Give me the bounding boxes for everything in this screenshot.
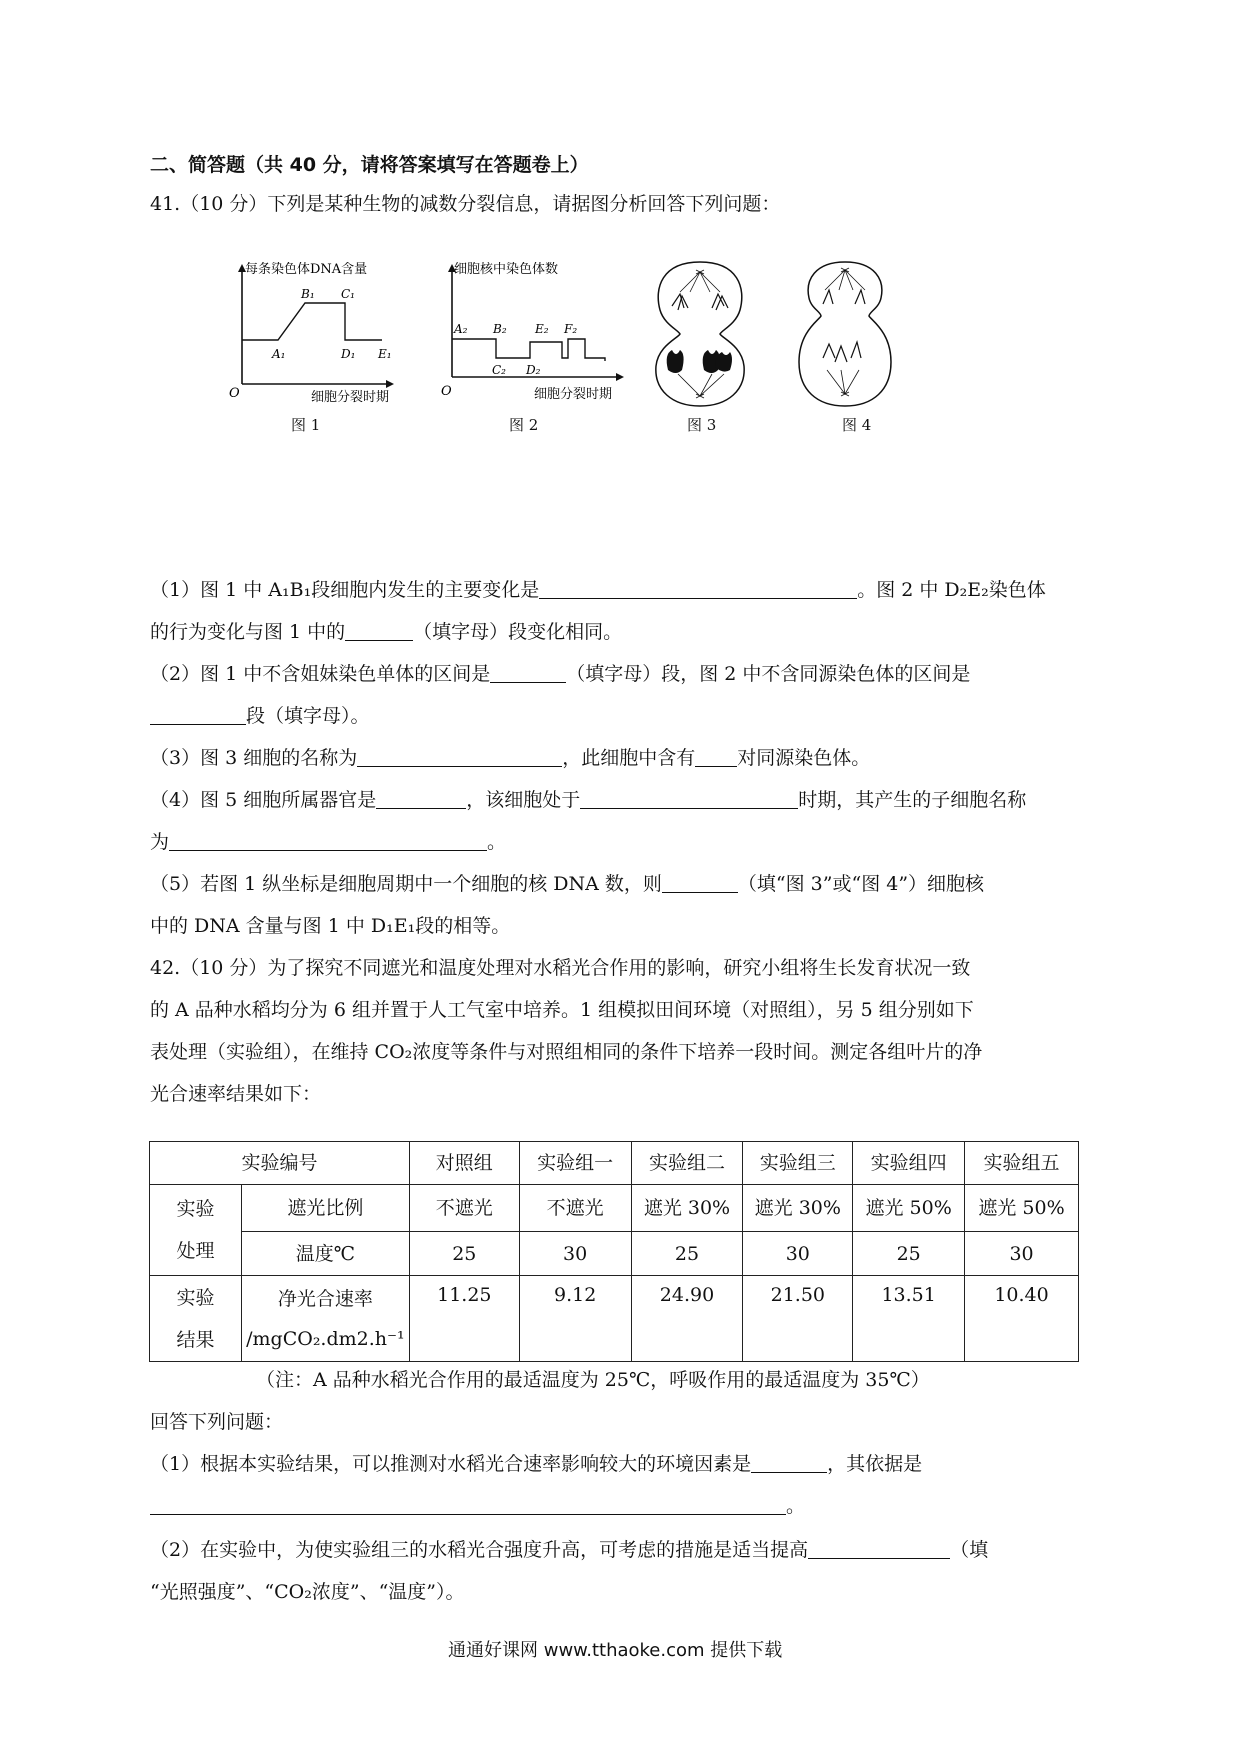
q42-intro-line2: 的 A 品种水稻均分为 6 组并置于人工气室中培养。1 组模拟田间环境（对照组），另 5 组分别如下	[150, 999, 974, 1021]
q41-part4-text-e: 。	[487, 831, 507, 853]
q41-part3-text-c: 对同源染色体。	[737, 747, 871, 769]
table-cell: 30	[743, 1232, 853, 1276]
table-cell: 21.50	[743, 1276, 853, 1362]
figure-4-cell	[795, 258, 895, 410]
q42-part1-line2	[150, 1494, 805, 1518]
q42-part2-text-a: （2）在实验中，为使实验组三的水稻光合强度升高，可考虑的措施是适当提高	[150, 1539, 809, 1561]
table-cell: 不遮光	[519, 1185, 631, 1232]
table-note: （注：A 品种水稻光合作用的最适温度为 25℃，呼吸作用的最适温度为 35℃）	[256, 1369, 930, 1391]
q41-part4-text-d: 为	[150, 831, 170, 853]
table-cell	[241, 1276, 409, 1362]
table-row	[150, 1142, 1079, 1185]
q41-part1-line2	[150, 620, 622, 644]
figure-1-point: A₁	[272, 347, 286, 361]
table-row	[150, 1276, 1079, 1362]
q41-part5-text-b: （填“图 3”或“图 4”）细胞核	[737, 873, 985, 895]
figure-2-point: D₂	[526, 363, 541, 377]
q41-part5-line2	[150, 914, 510, 938]
answer-blank[interactable]	[345, 620, 413, 641]
table-row	[150, 1232, 1079, 1276]
figure-2-xlabel: 细胞分裂时期	[534, 387, 613, 402]
figure-1-point: B₁	[301, 287, 315, 301]
q41-intro: 41.（10 分）下列是某种生物的减数分裂信息，请据图分析回答下列问题：	[150, 193, 781, 215]
figure-2-point: A₂	[454, 322, 468, 336]
q41-part3	[150, 746, 870, 770]
figure-3-caption: 图 3	[687, 416, 717, 434]
q41-part3-text-b: ，此细胞中含有	[562, 747, 696, 769]
figure-2-point: C₂	[492, 363, 506, 377]
table-cell: 遮光 30%	[743, 1185, 853, 1232]
table-cell: 遮光比例	[241, 1185, 409, 1232]
table-cell: 不遮光	[409, 1185, 519, 1232]
q41-part2-text-a: （2）图 1 中不含姐妹染色单体的区间是	[150, 663, 491, 685]
figure-1-graph	[225, 262, 405, 407]
q41-part1-text-a: （1）图 1 中 A₁B₁段细胞内发生的主要变化是	[150, 579, 540, 601]
answer-blank[interactable]	[662, 872, 738, 893]
figure-1	[225, 262, 405, 407]
answer-blank[interactable]	[150, 1494, 786, 1515]
figure-2-graph	[440, 262, 630, 407]
q41-part2-line2	[150, 704, 370, 728]
figure-2-ylabel: 细胞核中染色体数	[454, 262, 559, 277]
figure-1-xlabel: 细胞分裂时期	[311, 390, 390, 405]
q41-part2-text-c: 段（填字母）。	[246, 705, 370, 727]
q41-part5-line1	[150, 872, 984, 896]
rate-label-line2: /mgCO₂.dm2.h⁻¹	[246, 1327, 405, 1350]
answer-blank[interactable]	[695, 746, 737, 767]
q41-part5-text-c: 中的 DNA 含量与图 1 中 D₁E₁段的相等。	[150, 915, 511, 937]
q41-part4-line2	[150, 830, 506, 854]
answer-blank[interactable]	[539, 578, 857, 599]
q42-part2-text-c: “光照强度”、“CO₂浓度”、“温度”）。	[150, 1581, 465, 1603]
answer-blank[interactable]	[580, 788, 798, 809]
figure-2-point: F₂	[564, 322, 578, 336]
q42-part2-text-b: （填	[950, 1539, 989, 1561]
q42-part2-line2	[150, 1580, 465, 1604]
figure-1-point: D₁	[341, 347, 356, 361]
page-footer: 通通好课网 www.tthaoke.com 提供下载	[448, 1640, 783, 1661]
table-header-cell: 实验组三	[743, 1142, 853, 1185]
q42-answer-intro: 回答下列问题：	[150, 1411, 284, 1433]
table-cell: 9.12	[519, 1276, 631, 1362]
q41-part1-text-b: 。图 2 中 D₂E₂染色体	[857, 579, 1046, 601]
table-row-header: 实验处理	[150, 1185, 242, 1276]
q41-part4-text-b: ，该细胞处于	[466, 789, 581, 811]
answer-blank[interactable]	[150, 704, 246, 725]
table-cell: 25	[409, 1232, 519, 1276]
section-title: 二、简答题（共 40 分，请将答案填写在答题卷上）	[150, 154, 589, 176]
figure-3	[650, 258, 750, 410]
figure-1-ylabel: 每条染色体DNA含量	[245, 262, 368, 277]
answer-blank[interactable]	[357, 746, 562, 767]
answer-blank[interactable]	[490, 662, 566, 683]
figure-4	[795, 258, 895, 410]
figure-4-caption: 图 4	[842, 416, 872, 434]
answer-blank[interactable]	[169, 830, 487, 851]
q42-part2-line1	[150, 1538, 988, 1562]
figure-3-cell	[650, 258, 750, 410]
figure-2-caption: 图 2	[509, 416, 539, 434]
table-cell: 25	[631, 1232, 743, 1276]
table-cell: 温度℃	[241, 1232, 409, 1276]
q42-intro-line3: 表处理（实验组），在维持 CO₂浓度等条件与对照组相同的条件下培养一段时间。测定各组叶片的净	[150, 1041, 983, 1063]
q41-part3-text-a: （3）图 3 细胞的名称为	[150, 747, 358, 769]
table-header-cell: 实验组四	[853, 1142, 965, 1185]
table-cell: 25	[853, 1232, 965, 1276]
q42-part1-line1	[150, 1452, 922, 1476]
table-cell: 遮光 50%	[853, 1185, 965, 1232]
q41-part4-text-c: 时期，其产生的子细胞名称	[798, 789, 1027, 811]
answer-blank[interactable]	[376, 788, 466, 809]
q41-part1-text-d: （填字母）段变化相同。	[413, 621, 623, 643]
figure-1-point: C₁	[341, 287, 355, 301]
table-cell: 11.25	[409, 1276, 519, 1362]
figure-2-origin: O	[441, 384, 452, 399]
q41-part1-text-c: 的行为变化与图 1 中的	[150, 621, 346, 643]
q41-part4-text-a: （4）图 5 细胞所属器官是	[150, 789, 377, 811]
experiment-table	[149, 1141, 1079, 1362]
answer-blank[interactable]	[751, 1452, 827, 1473]
q42-part1-text-a: （1）根据本实验结果，可以推测对水稻光合速率影响较大的环境因素是	[150, 1453, 752, 1475]
table-header-cell: 实验组一	[519, 1142, 631, 1185]
q41-part5-text-a: （5）若图 1 纵坐标是细胞周期中一个细胞的核 DNA 数，则	[150, 873, 662, 895]
table-cell: 遮光 50%	[965, 1185, 1079, 1232]
table-header-cell: 对照组	[409, 1142, 519, 1185]
q41-part2-text-b: （填字母）段，图 2 中不含同源染色体的区间是	[566, 663, 971, 685]
table-cell: 13.51	[853, 1276, 965, 1362]
table-cell: 30	[519, 1232, 631, 1276]
table-cell: 24.90	[631, 1276, 743, 1362]
figure-2-point: E₂	[535, 322, 549, 336]
figure-1-caption: 图 1	[291, 416, 321, 434]
q42-intro-line4: 光合速率结果如下：	[150, 1083, 322, 1105]
q42-part1-text-c: 。	[786, 1495, 806, 1517]
figure-2	[440, 262, 630, 407]
figure-2-point: B₂	[493, 322, 507, 336]
table-cell: 30	[965, 1232, 1079, 1276]
table-cell: 10.40	[965, 1276, 1079, 1362]
q41-part1-line1	[150, 578, 1046, 602]
q42-intro-line1: 42.（10 分）为了探究不同遮光和温度处理对水稻光合作用的影响，研究小组将生长发育状况一致	[150, 957, 971, 979]
table-header-cell: 实验编号	[150, 1142, 410, 1185]
rate-label-line1: 净光合速率	[277, 1287, 373, 1310]
table-row	[150, 1185, 1079, 1232]
table-header-cell: 实验组五	[965, 1142, 1079, 1185]
table-row-header: 实验结果	[150, 1276, 242, 1362]
q42-part1-text-b: ，其依据是	[827, 1453, 923, 1475]
q41-part4-line1	[150, 788, 1026, 812]
answer-blank[interactable]	[808, 1538, 950, 1559]
table-header-cell: 实验组二	[631, 1142, 743, 1185]
figure-1-point: E₁	[378, 347, 392, 361]
figure-1-origin: O	[229, 386, 240, 401]
table-cell: 遮光 30%	[631, 1185, 743, 1232]
q41-part2-line1	[150, 662, 970, 686]
